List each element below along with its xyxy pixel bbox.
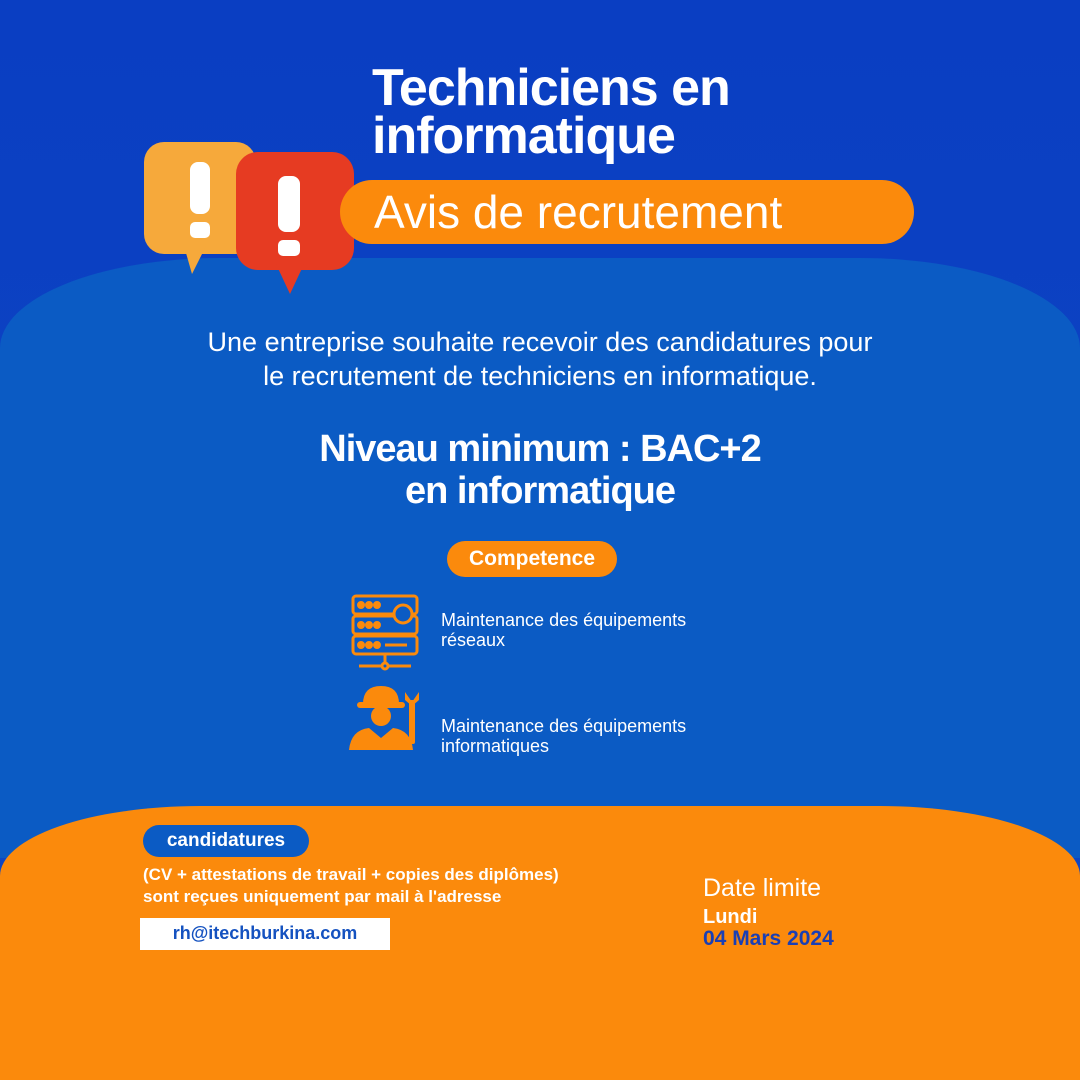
skill-label-line-1: Maintenance des équipements <box>441 610 687 630</box>
alert-bubbles-icon <box>140 136 370 306</box>
deadline-date: 04 Mars 2024 <box>703 927 834 950</box>
skill-label <box>441 716 686 756</box>
deadline-label: Date limite <box>703 874 822 902</box>
page-title <box>372 59 730 165</box>
applications-heading: candidatures <box>143 825 309 857</box>
deadline-day: Lundi <box>703 906 758 928</box>
skill-network-maintenance <box>345 592 765 672</box>
intro-text <box>100 325 980 393</box>
title-line-2: informatique <box>372 107 675 165</box>
recruitment-banner-label: Avis de recrutement <box>374 186 783 238</box>
recruitment-banner <box>340 180 914 244</box>
skill-computer-maintenance <box>345 680 765 760</box>
minimum-level <box>190 428 890 512</box>
application-line-2: sont reçues uniquement par mail à l'adresse <box>143 887 502 906</box>
level-line-2: en informatique <box>404 470 676 512</box>
competence-heading: Competence <box>447 541 617 577</box>
network-server-icon <box>345 592 425 672</box>
intro-line-2: le recrutement de techniciens en informatique. <box>263 361 817 391</box>
application-instructions <box>143 864 663 908</box>
skill-label-line-1: Maintenance des équipements <box>441 716 687 736</box>
intro-line-1: Une entreprise souhaite recevoir des candidatures pour <box>207 327 873 357</box>
application-line-1: (CV + attestations de travail + copies des diplômes) <box>143 865 559 884</box>
email-address-link[interactable]: rh@itechburkina.com <box>140 918 390 950</box>
skill-label-line-2: réseaux <box>441 630 506 650</box>
technician-icon <box>345 680 425 760</box>
skill-label-line-2: informatiques <box>441 736 550 756</box>
title-line-1: Techniciens en <box>372 59 730 117</box>
skill-label <box>441 610 686 650</box>
level-line-1: Niveau minimum : BAC+2 <box>319 428 761 470</box>
